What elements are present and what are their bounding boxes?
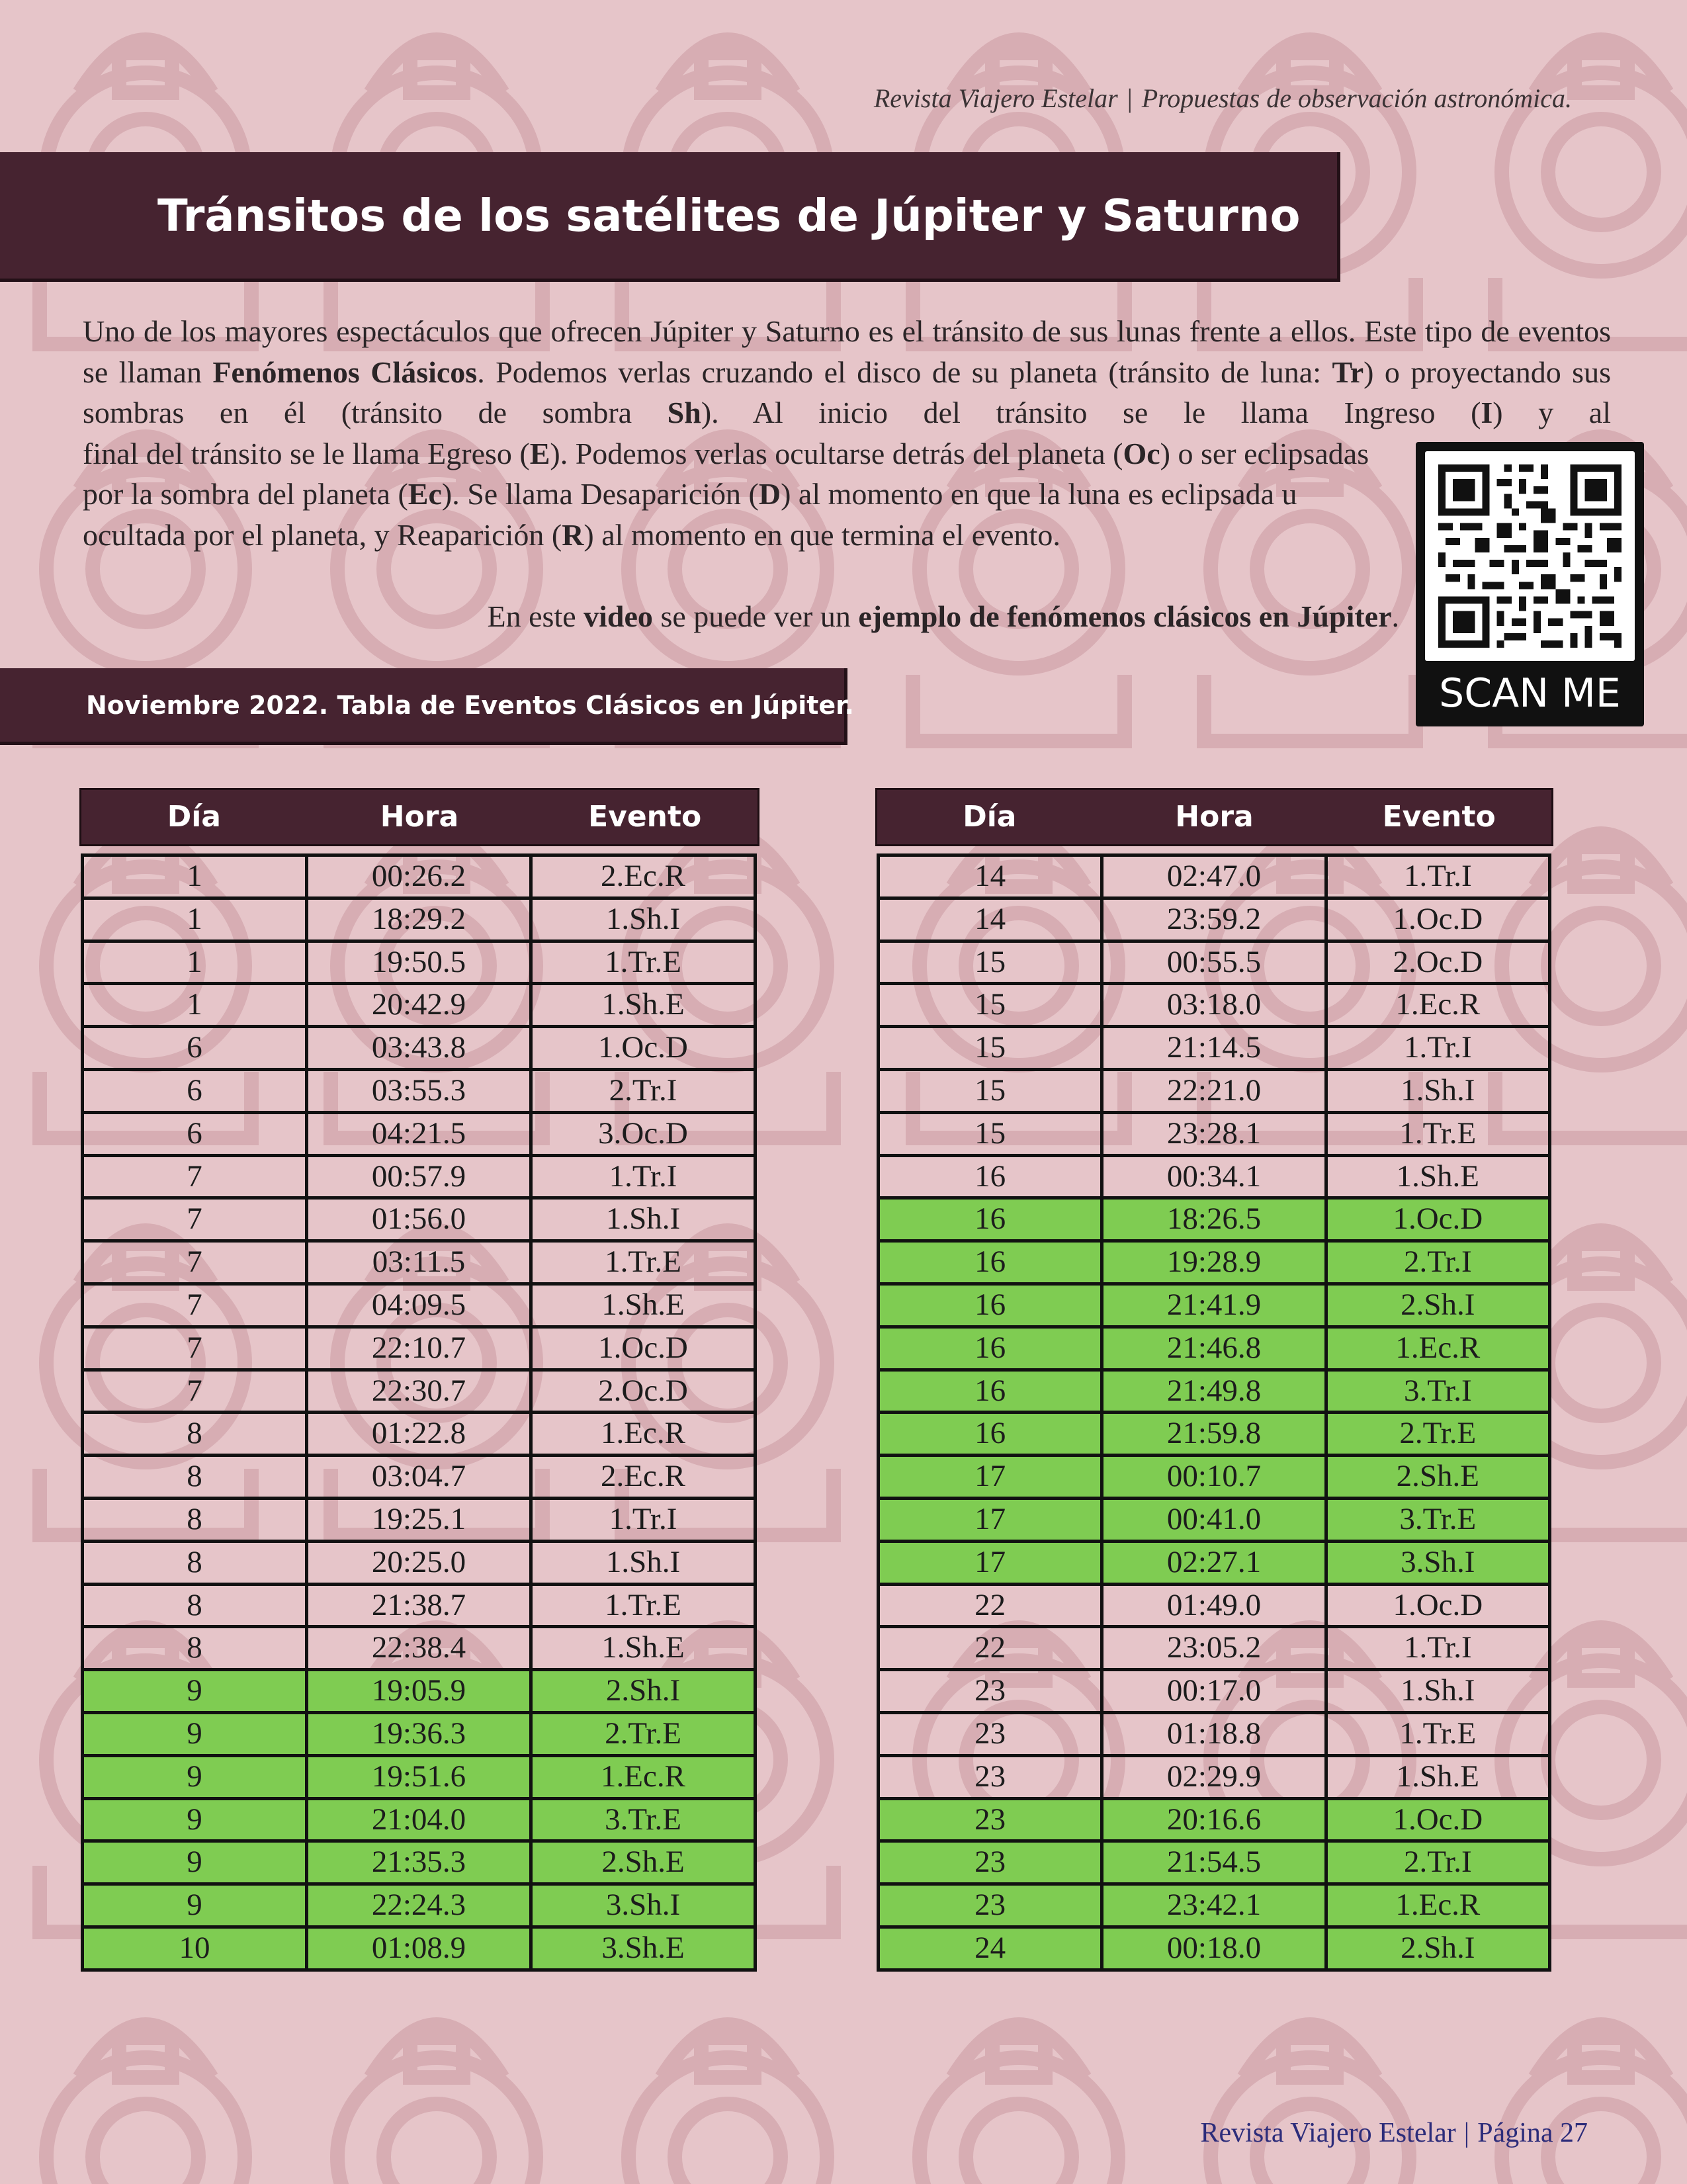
table-row <box>83 1198 756 1241</box>
cell-hora: 01:18.8 <box>1102 1712 1326 1755</box>
header-magazine-name: Revista Viajero Estelar <box>873 83 1118 113</box>
cell-hora: 23:28.1 <box>1102 1112 1326 1155</box>
cell-dia: 7 <box>83 1155 307 1198</box>
cell-hora: 23:59.2 <box>1102 898 1326 941</box>
cell-evento: 1.Oc.D <box>531 1027 756 1070</box>
table-row <box>83 1112 756 1155</box>
table-row <box>83 1370 756 1413</box>
cell-hora: 04:21.5 <box>307 1112 531 1155</box>
table-row <box>879 1370 1550 1413</box>
cell-dia: 9 <box>83 1755 307 1798</box>
right-events-table <box>877 853 1551 1972</box>
cell-evento: 1.Tr.E <box>1326 1112 1549 1155</box>
footer-separator: | <box>1463 2118 1470 2148</box>
table-row <box>83 1155 756 1198</box>
cell-dia: 6 <box>83 1027 307 1070</box>
cell-evento: 1.Ec.R <box>1326 1327 1549 1370</box>
cell-evento: 1.Tr.I <box>1326 1627 1549 1670</box>
cell-dia: 7 <box>83 1327 307 1370</box>
cell-dia: 8 <box>83 1498 307 1541</box>
intro-text: ). Se llama Desaparición ( <box>441 477 759 511</box>
cell-evento: 3.Sh.I <box>531 1884 756 1927</box>
table-row <box>83 941 756 984</box>
cell-dia: 6 <box>83 1069 307 1112</box>
cell-evento: 1.Sh.E <box>531 1627 756 1670</box>
cell-evento: 1.Tr.I <box>531 1155 756 1198</box>
cell-dia: 16 <box>879 1370 1102 1413</box>
page-header <box>662 83 1572 114</box>
cell-evento: 3.Tr.E <box>1326 1498 1549 1541</box>
cell-dia: 24 <box>879 1927 1102 1970</box>
cell-dia: 7 <box>83 1284 307 1327</box>
cell-evento: 1.Sh.E <box>1326 1755 1549 1798</box>
video-text: . <box>1391 599 1399 633</box>
cell-hora: 01:56.0 <box>307 1198 531 1241</box>
cell-evento: 2.Tr.I <box>1326 1841 1549 1884</box>
cell-dia: 23 <box>879 1884 1102 1927</box>
cell-evento: 2.Tr.I <box>531 1069 756 1112</box>
cell-hora: 00:17.0 <box>1102 1670 1326 1713</box>
subtitle-bar <box>0 668 854 745</box>
header-tagline: Propuestas de observación astronómica. <box>1141 83 1572 113</box>
table-row <box>83 1755 756 1798</box>
intro-term: Tr <box>1332 355 1364 389</box>
cell-evento: 1.Sh.E <box>1326 1155 1549 1198</box>
cell-evento: 3.Sh.E <box>531 1927 756 1970</box>
cell-evento: 1.Ec.R <box>531 1413 756 1456</box>
qr-code-box[interactable] <box>1416 442 1644 726</box>
cell-hora: 20:25.0 <box>307 1541 531 1584</box>
cell-evento: 2.Ec.R <box>531 1456 756 1499</box>
cell-dia: 8 <box>83 1413 307 1456</box>
table-row <box>879 1284 1550 1327</box>
cell-dia: 23 <box>879 1798 1102 1841</box>
cell-hora: 21:41.9 <box>1102 1284 1326 1327</box>
cell-hora: 03:11.5 <box>307 1241 531 1284</box>
cell-dia: 1 <box>83 898 307 941</box>
intro-text: Uno de los mayores espectáculos que ofrecen Júpiter y Saturno es el tránsito de sus lunas frente a ellos. Este tipo de eventos se llaman <box>83 314 1611 389</box>
cell-evento: 1.Oc.D <box>531 1327 756 1370</box>
cell-evento: 1.Oc.D <box>1326 1584 1549 1627</box>
cell-evento: 1.Ec.R <box>1326 984 1549 1027</box>
column-header-hora: Hora <box>380 800 459 834</box>
column-header-evento: Evento <box>1382 800 1496 834</box>
table-row <box>83 855 756 898</box>
cell-evento: 1.Sh.E <box>531 1284 756 1327</box>
cell-evento: 3.Tr.E <box>531 1798 756 1841</box>
cell-hora: 00:41.0 <box>1102 1498 1326 1541</box>
intro-term: Oc <box>1123 436 1160 470</box>
cell-dia: 23 <box>879 1755 1102 1798</box>
cell-hora: 19:28.9 <box>1102 1241 1326 1284</box>
table-row <box>879 1112 1550 1155</box>
table-row <box>83 1027 756 1070</box>
cell-dia: 7 <box>83 1241 307 1284</box>
table-row <box>879 1712 1550 1755</box>
page-footer <box>992 2117 1588 2149</box>
cell-evento: 3.Sh.I <box>1326 1541 1549 1584</box>
cell-hora: 03:04.7 <box>307 1456 531 1499</box>
intro-term: D <box>758 477 781 511</box>
cell-hora: 19:50.5 <box>307 941 531 984</box>
table-row <box>879 898 1550 941</box>
cell-dia: 9 <box>83 1798 307 1841</box>
intro-text: . Podemos verlas cruzando el disco de su planeta (tránsito de luna: <box>477 355 1332 389</box>
cell-dia: 9 <box>83 1670 307 1713</box>
cell-hora: 23:05.2 <box>1102 1627 1326 1670</box>
right-events-body <box>879 855 1550 1970</box>
cell-hora: 00:55.5 <box>1102 941 1326 984</box>
cell-hora: 22:38.4 <box>307 1627 531 1670</box>
cell-evento: 2.Sh.I <box>1326 1927 1549 1970</box>
cell-dia: 14 <box>879 855 1102 898</box>
cell-dia: 1 <box>83 855 307 898</box>
cell-dia: 8 <box>83 1584 307 1627</box>
table-row <box>879 984 1550 1027</box>
cell-evento: 2.Sh.I <box>531 1670 756 1713</box>
scan-me-label: SCAN ME <box>1439 670 1621 717</box>
table-row <box>83 1498 756 1541</box>
cell-evento: 2.Tr.E <box>1326 1413 1549 1456</box>
cell-hora: 19:51.6 <box>307 1755 531 1798</box>
table-row <box>879 941 1550 984</box>
table-row <box>83 1670 756 1713</box>
cell-evento: 2.Sh.E <box>531 1841 756 1884</box>
cell-dia: 16 <box>879 1155 1102 1198</box>
right-table-header <box>875 788 1553 846</box>
cell-dia: 8 <box>83 1541 307 1584</box>
cell-hora: 00:10.7 <box>1102 1456 1326 1499</box>
intro-term: Fenómenos Clásicos <box>212 355 478 389</box>
cell-hora: 02:29.9 <box>1102 1755 1326 1798</box>
cell-evento: 1.Oc.D <box>1326 898 1549 941</box>
table-row <box>83 1627 756 1670</box>
video-text: se puede ver un <box>652 599 859 633</box>
cell-evento: 1.Oc.D <box>1326 1798 1549 1841</box>
cell-hora: 22:21.0 <box>1102 1069 1326 1112</box>
cell-evento: 2.Ec.R <box>531 855 756 898</box>
table-row <box>879 1198 1550 1241</box>
table-row <box>879 1841 1550 1884</box>
cell-evento: 1.Sh.I <box>1326 1670 1549 1713</box>
cell-evento: 2.Oc.D <box>1326 941 1549 984</box>
cell-dia: 16 <box>879 1413 1102 1456</box>
cell-dia: 17 <box>879 1498 1102 1541</box>
footer-magazine-name: Revista Viajero Estelar <box>1200 2118 1456 2148</box>
cell-dia: 15 <box>879 984 1102 1027</box>
cell-evento: 1.Sh.I <box>531 1541 756 1584</box>
cell-evento: 1.Sh.E <box>531 984 756 1027</box>
column-header-dia: Día <box>167 800 221 834</box>
cell-evento: 3.Tr.I <box>1326 1370 1549 1413</box>
cell-hora: 22:10.7 <box>307 1327 531 1370</box>
cell-dia: 10 <box>83 1927 307 1970</box>
cell-hora: 01:08.9 <box>307 1927 531 1970</box>
table-row <box>879 1670 1550 1713</box>
cell-hora: 00:18.0 <box>1102 1927 1326 1970</box>
cell-evento: 2.Tr.I <box>1326 1241 1549 1284</box>
table-row <box>879 1155 1550 1198</box>
cell-hora: 23:42.1 <box>1102 1884 1326 1927</box>
cell-hora: 21:38.7 <box>307 1584 531 1627</box>
table-row <box>879 1584 1550 1627</box>
table-row <box>879 1927 1550 1970</box>
table-row <box>879 1627 1550 1670</box>
cell-evento: 1.Oc.D <box>1326 1198 1549 1241</box>
cell-hora: 18:29.2 <box>307 898 531 941</box>
intro-term: Sh <box>667 396 701 429</box>
cell-evento: 1.Sh.I <box>1326 1069 1549 1112</box>
table-row <box>83 1413 756 1456</box>
table-row <box>83 1712 756 1755</box>
cell-dia: 15 <box>879 941 1102 984</box>
cell-hora: 02:27.1 <box>1102 1541 1326 1584</box>
cell-dia: 15 <box>879 1112 1102 1155</box>
cell-hora: 19:05.9 <box>307 1670 531 1713</box>
table-row <box>83 1241 756 1284</box>
table-row <box>83 1841 756 1884</box>
cell-dia: 1 <box>83 941 307 984</box>
cell-hora: 21:46.8 <box>1102 1327 1326 1370</box>
intro-lines-wrapped <box>83 433 1399 556</box>
page-title: Tránsitos de los satélites de Júpiter y Saturno <box>157 189 1301 241</box>
table-row <box>83 1584 756 1627</box>
table-row <box>879 855 1550 898</box>
cell-dia: 23 <box>879 1712 1102 1755</box>
table-row <box>83 1927 756 1970</box>
intro-paragraph <box>83 311 1611 555</box>
video-example-link[interactable]: ejemplo de fenómenos clásicos en Júpiter <box>858 599 1392 633</box>
cell-evento: 1.Sh.I <box>531 898 756 941</box>
table-row <box>879 1027 1550 1070</box>
video-text: En este <box>487 599 584 633</box>
cell-hora: 04:09.5 <box>307 1284 531 1327</box>
cell-hora: 00:26.2 <box>307 855 531 898</box>
intro-text: final del tránsito se le llama Egreso ( <box>83 436 530 470</box>
cell-dia: 8 <box>83 1456 307 1499</box>
cell-hora: 22:30.7 <box>307 1370 531 1413</box>
intro-term: Ec <box>408 477 442 511</box>
intro-text: ) o proyectando sus sombras en él (tránsito de sombra <box>83 355 1611 429</box>
cell-hora: 20:16.6 <box>1102 1798 1326 1841</box>
left-table-header <box>79 788 759 846</box>
cell-hora: 00:34.1 <box>1102 1155 1326 1198</box>
table-row <box>879 1798 1550 1841</box>
cell-evento: 1.Tr.I <box>1326 1027 1549 1070</box>
cell-evento: 1.Tr.E <box>1326 1712 1549 1755</box>
table-row <box>879 1755 1550 1798</box>
cell-evento: 1.Sh.I <box>531 1198 756 1241</box>
intro-term: R <box>562 517 584 552</box>
cell-dia: 9 <box>83 1841 307 1884</box>
table-row <box>879 1456 1550 1499</box>
cell-hora: 20:42.9 <box>307 984 531 1027</box>
cell-hora: 00:57.9 <box>307 1155 531 1198</box>
cell-dia: 22 <box>879 1627 1102 1670</box>
intro-text: ) al momento en que termina el evento. <box>584 517 1060 552</box>
cell-dia: 17 <box>879 1456 1102 1499</box>
cell-evento: 2.Sh.E <box>1326 1456 1549 1499</box>
cell-dia: 15 <box>879 1069 1102 1112</box>
cell-evento: 3.Oc.D <box>531 1112 756 1155</box>
cell-evento: 1.Tr.I <box>531 1498 756 1541</box>
left-events-body <box>83 855 756 1970</box>
table-row <box>83 1327 756 1370</box>
cell-evento: 1.Tr.I <box>1326 855 1549 898</box>
cell-evento: 2.Sh.I <box>1326 1284 1549 1327</box>
cell-hora: 21:04.0 <box>307 1798 531 1841</box>
intro-lines-full-width <box>83 311 1611 433</box>
cell-dia: 6 <box>83 1112 307 1155</box>
table-row <box>83 984 756 1027</box>
table-row <box>83 1456 756 1499</box>
cell-dia: 23 <box>879 1670 1102 1713</box>
intro-text: ) y al <box>1492 396 1612 429</box>
intro-term: E <box>529 436 550 470</box>
intro-text: ) al momento en que la luna es eclipsada u ocultada por el planeta, y Reaparición ( <box>83 477 1297 552</box>
cell-evento: 2.Tr.E <box>531 1712 756 1755</box>
table-row <box>83 1069 756 1112</box>
cell-hora: 01:49.0 <box>1102 1584 1326 1627</box>
cell-dia: 8 <box>83 1627 307 1670</box>
column-header-evento: Evento <box>588 800 702 834</box>
cell-hora: 18:26.5 <box>1102 1198 1326 1241</box>
cell-hora: 01:22.8 <box>307 1413 531 1456</box>
cell-hora: 21:59.8 <box>1102 1413 1326 1456</box>
cell-hora: 03:55.3 <box>307 1069 531 1112</box>
title-banner <box>0 152 1340 282</box>
cell-hora: 19:25.1 <box>307 1498 531 1541</box>
header-separator: | <box>1127 83 1133 113</box>
column-header-dia: Día <box>963 800 1017 834</box>
video-reference-line <box>83 599 1399 634</box>
cell-evento: 1.Tr.E <box>531 1584 756 1627</box>
cell-dia: 17 <box>879 1541 1102 1584</box>
cell-evento: 2.Oc.D <box>531 1370 756 1413</box>
cell-dia: 16 <box>879 1198 1102 1241</box>
cell-hora: 03:43.8 <box>307 1027 531 1070</box>
cell-dia: 7 <box>83 1198 307 1241</box>
cell-evento: 1.Ec.R <box>531 1755 756 1798</box>
left-events-table <box>81 853 757 1972</box>
cell-hora: 21:54.5 <box>1102 1841 1326 1884</box>
column-header-hora: Hora <box>1175 800 1254 834</box>
cell-dia: 1 <box>83 984 307 1027</box>
table-row <box>83 1541 756 1584</box>
cell-dia: 15 <box>879 1027 1102 1070</box>
cell-evento: 1.Tr.E <box>531 941 756 984</box>
intro-text: ) o ser eclipsadas por la sombra del planeta ( <box>83 436 1369 511</box>
cell-dia: 9 <box>83 1712 307 1755</box>
cell-dia: 7 <box>83 1370 307 1413</box>
table-row <box>879 1069 1550 1112</box>
cell-dia: 14 <box>879 898 1102 941</box>
table-row <box>879 1413 1550 1456</box>
cell-dia: 16 <box>879 1327 1102 1370</box>
intro-text: ). Podemos verlas ocultarse detrás del planeta ( <box>550 436 1123 470</box>
cell-hora: 02:47.0 <box>1102 855 1326 898</box>
page-number: Página 27 <box>1477 2118 1588 2148</box>
cell-hora: 19:36.3 <box>307 1712 531 1755</box>
cell-dia: 16 <box>879 1284 1102 1327</box>
cell-evento: 1.Ec.R <box>1326 1884 1549 1927</box>
table-row <box>879 1241 1550 1284</box>
video-link[interactable]: video <box>584 599 653 633</box>
table-row <box>879 1498 1550 1541</box>
cell-dia: 9 <box>83 1884 307 1927</box>
cell-hora: 03:18.0 <box>1102 984 1326 1027</box>
cell-hora: 21:49.8 <box>1102 1370 1326 1413</box>
intro-text: ). Al inicio del tránsito se le llama Ingreso ( <box>701 396 1481 429</box>
table-row <box>83 1284 756 1327</box>
cell-dia: 16 <box>879 1241 1102 1284</box>
table-row <box>83 1884 756 1927</box>
table-row <box>879 1541 1550 1584</box>
qr-code-icon <box>1438 464 1622 648</box>
cell-hora: 22:24.3 <box>307 1884 531 1927</box>
table-caption: Noviembre 2022. Tabla de Eventos Clásicos en Júpiter. <box>86 690 854 720</box>
cell-hora: 21:14.5 <box>1102 1027 1326 1070</box>
intro-term: I <box>1481 396 1493 429</box>
cell-dia: 23 <box>879 1841 1102 1884</box>
table-row <box>879 1327 1550 1370</box>
cell-evento: 1.Tr.E <box>531 1241 756 1284</box>
cell-dia: 22 <box>879 1584 1102 1627</box>
table-row <box>83 1798 756 1841</box>
table-row <box>879 1884 1550 1927</box>
cell-hora: 21:35.3 <box>307 1841 531 1884</box>
table-row <box>83 898 756 941</box>
